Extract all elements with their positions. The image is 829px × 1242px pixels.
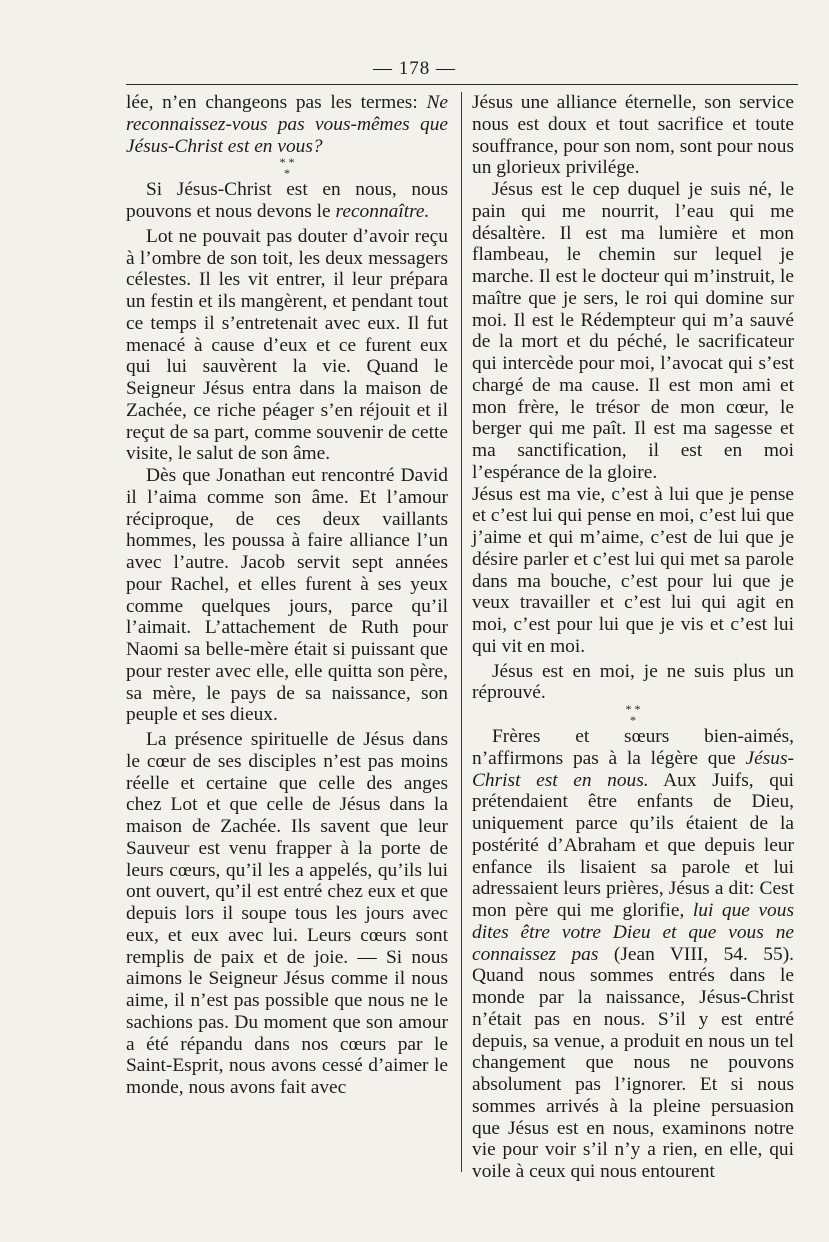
page-number: — 178 — [373, 58, 456, 79]
paragraph: lée, n’en changeons pas les termes: Ne reconnaissez-vous pas vous-mêmes que Jésus-Christ est en vous? [126, 92, 448, 157]
header-rule [126, 84, 798, 85]
paragraph: Lot ne pouvait pas douter d’avoir reçu à l’ombre de son toit, les deux messagers célestes. Il les vit entrer, il leur prépara un festin et ils mangèrent, et pendant tout ce temps il s’entretenait avec eux. Il fut menacé à cause d’eux et ce furent eux qui lui sauvèrent la vie. Quand le Seigneur Jésus entra dans la maison de Zachée, ce riche péager s’en réjouit et il reçut de sa part, comme souvenir de cette visite, le salut de son âme. [126, 225, 448, 465]
paragraph: Jésus est ma vie, c’est à lui que je pense et c’est lui qui pense en moi, c’est lui que j’aime et qui m’aime, c’est de lui que je désire parler et c’est lui qui met sa parole dans ma bouche, c’est pour lui que je veux travailler et c’est lui qui agit en moi, c’est pour lui que je vis et c’est lui qui vit en moi. [472, 483, 795, 657]
paragraph: La présence spirituelle de Jésus dans le cœur de ses disciples n’est pas moins réelle et certaine que celle des anges chez Lot et que celle de Jésus dans la maison de Zachée. Ils savent que leur Sauveur est venu frapper à la porte de leurs cœurs, qu’il les a appelés, qu’ils lui ont ouvert, qu’il est entré chez eux et que depuis lors il soupe tous les jours avec eux, et eux avec lui. Leurs cœurs sont remplis de paix et de joie. — Si nous aimons le Seigneur Jésus comme il nous aime, il n’est pas possible que nous ne le sachions pas. Du moment que son amour a été répandu dans nos cœurs par le Saint-Esprit, nous avons cessé d’aimer le monde, nous avons fait avec [126, 729, 448, 1098]
paragraph: Jésus est en moi, je ne suis plus un réprouvé. [472, 660, 794, 704]
paragraph: Frères et sœurs bien-aimés, n’affirmons pas à la légère que Jésus-Christ est en nous. Aux Juifs, qui prétendaient être enfants de Dieu, uniquement parce qu’ils étaient de la postérité d’Abraham et que depuis leur enfance ils lisaient sa parole et lui adressaient leurs prières, Jésus a dit: Cest mon père qui me glorifie, lui que vous dites être votre Dieu et que vous ne connaissez pas (Jean VIII, 54. 55). Quand nous sommes entrés dans le monde par la naissance, Jésus-Christ n’était pas en nous. S’il y est entré depuis, sa venue, a produit en nous un tel changement que nous ne pouvons absolument pas l’ignorer. Et si nous sommes arrivés à la pleine persuasion que Jésus est en nous, examinons notre vie pour voir s’il n’y a rien, en elle, qui voile à ceux qui nous entourent [472, 726, 794, 1182]
column-divider [461, 92, 462, 1172]
section-separator-stars: * * * [279, 155, 295, 181]
section-separator-stars: * * * [625, 702, 641, 727]
paragraph: Jésus une alliance éternelle, son service nous est doux et tout sacrifice et toute souffrance, pour son nom, sont pour nous un glorieux privilége. [472, 92, 794, 179]
left-column [126, 92, 448, 1099]
paragraph: Dès que Jonathan eut rencontré David il l’aima comme son âme. Et l’amour réciproque, de ces deux vaillants hommes, les poussa à faire alliance l’un avec l’autre. Jacob servit sept années pour Rachel, et elles furent à ses yeux comme quelques jours, parce qu’il l’aimait. L’attachement de Ruth pour Naomi sa belle-mère était si puissant que pour rester avec elle, elle quitta son père, sa mère, le pays de sa naissance, son peuple et ses dieux. [126, 465, 448, 726]
paragraph: Si Jésus-Christ est en nous, nous pouvons et nous devons le reconnaître. [126, 179, 448, 222]
paragraph: Jésus est le cep duquel je suis né, le pain qui me nourrit, l’eau qui me désaltère. Il est ma lumière et mon flambeau, le chemin sur lequel je marche. Il est le docteur qui m’instruit, le maître que je sers, le roi qui domine sur moi. Il est le Rédempteur qui m’a sauvé de la mort et du péché, le sacrificateur qui intercède pour moi, l’avocat qui s’est chargé de ma cause. Il est mon ami et mon frère, le trésor de mon cœur, le berger qui me paît. Il est ma sagesse et ma sanctification, il est en moi l’espérance de la gloire. [472, 179, 794, 483]
right-column [472, 92, 794, 1183]
